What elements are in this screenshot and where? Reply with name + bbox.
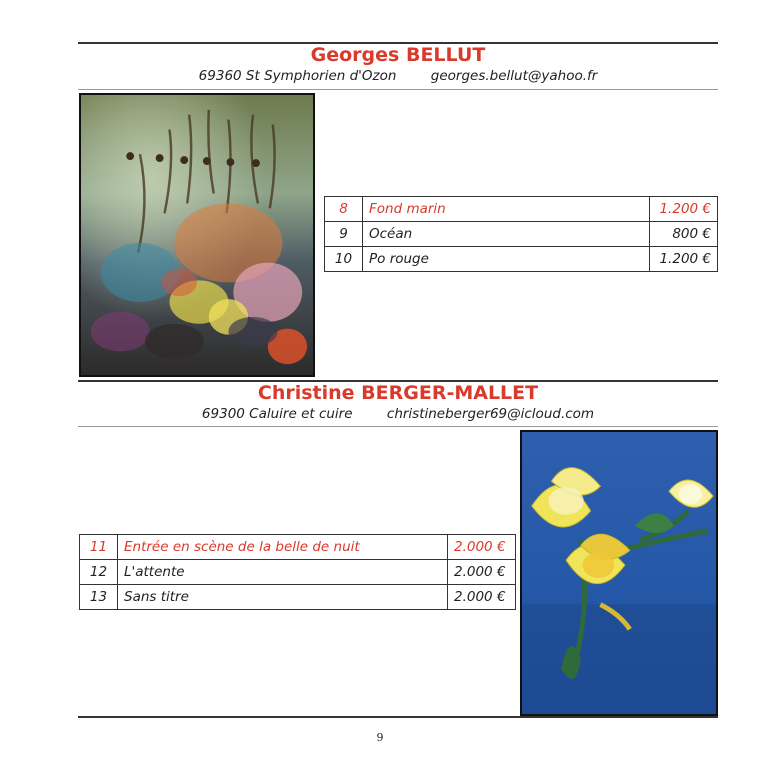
work-number: 9 [325, 222, 363, 247]
work-price: 1.200 € [650, 247, 718, 272]
work-title: Sans titre [118, 585, 448, 610]
works-table-berger-mallet [79, 534, 516, 610]
artist-name: Christine BERGER-MALLET [257, 382, 539, 404]
work-price: 2.000 € [448, 560, 516, 585]
work-title: Po rouge [363, 247, 650, 272]
work-price: 2.000 € [448, 535, 516, 560]
contact-rule [78, 89, 718, 90]
painting-fond-marin [79, 93, 315, 377]
work-price: 1.200 € [650, 197, 718, 222]
table-row [325, 197, 718, 222]
artist-contact [78, 68, 718, 84]
contact-rule [78, 426, 718, 427]
artist-contact [78, 406, 718, 422]
work-number: 11 [80, 535, 118, 560]
work-title: L'attente [118, 560, 448, 585]
work-price: 2.000 € [448, 585, 516, 610]
work-title: Océan [363, 222, 650, 247]
work-number: 13 [80, 585, 118, 610]
work-number: 10 [325, 247, 363, 272]
artist-address: 69300 Caluire et cuire [201, 406, 353, 422]
work-number: 12 [80, 560, 118, 585]
work-title: Fond marin [363, 197, 650, 222]
work-price: 800 € [650, 222, 718, 247]
table-row [80, 585, 516, 610]
work-title: Entrée en scène de la belle de nuit [118, 535, 448, 560]
work-number: 8 [325, 197, 363, 222]
table-row [325, 222, 718, 247]
table-row [80, 535, 516, 560]
table-row [325, 247, 718, 272]
artist-email: georges.bellut@yahoo.fr [430, 68, 598, 84]
artist-address: 69360 St Symphorien d'Ozon [198, 68, 397, 84]
table-row [80, 560, 516, 585]
painting-belle-de-nuit [520, 430, 718, 716]
artist-name: Georges BELLUT [310, 44, 486, 66]
artist-email: christineberger69@icloud.com [386, 406, 595, 422]
bottom-rule [78, 716, 718, 718]
works-table-bellut [324, 196, 718, 272]
page-number: 9 [376, 731, 384, 744]
